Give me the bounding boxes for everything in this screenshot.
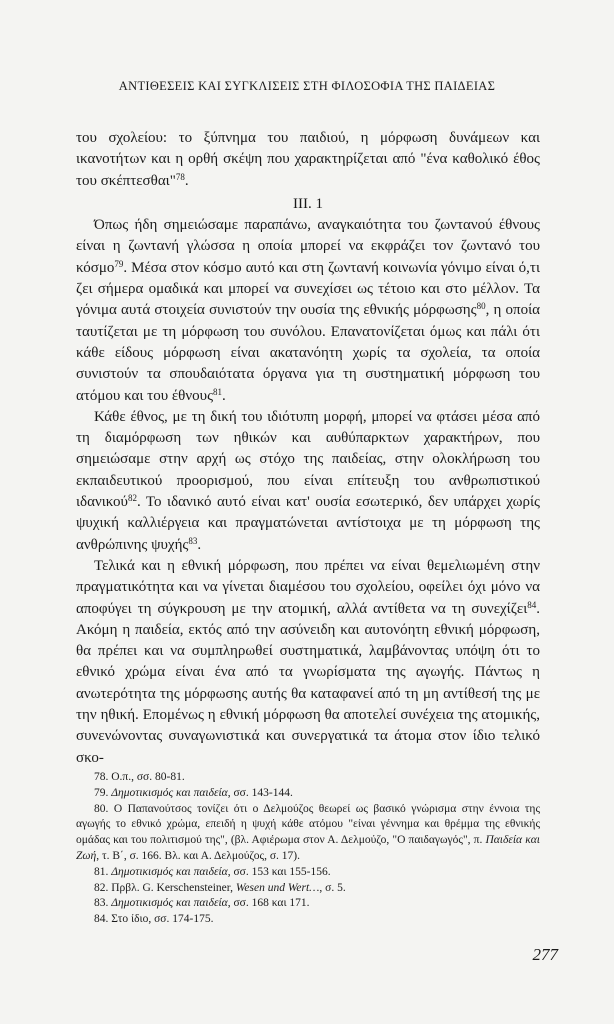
footnote-ref-78[interactable]: 78 — [175, 171, 185, 182]
footnote-79-rest: , σσ. 143-144. — [227, 786, 293, 799]
page-number: 277 — [532, 945, 558, 964]
paragraph-4-text-b: . Ακόμη η παιδεία, εκτός από την ασύνειδη και αυτονόητη εθνική μόρφωση, θα πρέπει και να συμπληρωθεί συστηματικά, λαμβάνοντας υπόψη ότι το εθνικό χρώμα είναι ένα από τα γνωρίσματα της αγωγής. Πάντως η ανωτερότητα της μόρφωσης αυτής θα καταφανεί από τη μη αντίθεσή της με την ηθική. Επομένως η εθνική μόρφωση θα αποτελεί συνέχεια της ατομικής, συνενώνοντας συναγωνιστικά και συνεργατικά τα άτομα στον ίδιο τελικό σκο- — [76, 600, 540, 766]
footnote-79-title: Δημοτικισμός και παιδεία — [111, 786, 228, 799]
running-head: ΑΝΤΙΘΕΣΕΙΣ ΚΑΙ ΣΥΓΚΛΙΣΕΙΣ ΣΤΗ ΦΙΛΟΣΟΦΙΑ ΤΗΣ ΠΑΙΔΕΙΑΣ — [118, 79, 496, 93]
footnote-ref-80[interactable]: 80 — [476, 301, 486, 312]
footnote-79 — [76, 786, 540, 802]
paragraph-1 — [76, 128, 540, 192]
footnote-83-number: 83. — [94, 897, 112, 910]
footnote-ref-81[interactable]: 81 — [213, 386, 223, 397]
section-heading: ΙΙΙ. 1 — [293, 195, 323, 212]
footnote-80-text-b: , τ. Β΄, σ. 166. Βλ. και Α. Δελμούζος, σ. 17). — [96, 849, 300, 862]
footnote-83-rest: , σσ. 168 και 171. — [227, 897, 310, 910]
footnote-82-text-b: , σ. 5. — [319, 881, 346, 894]
footnote-79-number: 79. — [94, 786, 112, 799]
footnote-82 — [76, 881, 540, 897]
body-text — [76, 128, 540, 769]
paragraph-3-text-c: . — [197, 536, 202, 553]
footnote-ref-82[interactable]: 82 — [127, 493, 137, 504]
paragraph-3-text-a: Κάθε έθνος, με τη δική του ιδιότυπη μορφή, μπορεί να φτάσει μέσα από τη διαμόρφωση των ηθικών και αυθύπαρκτων χαρακτήρων, που σημειώσαμε στην αρχή ως στόχο της παιδείας, στην ολοκλήρωση του εκπαιδευτικού προορισμού, που είναι επίτευξη του ανθρωπιστικού ιδανικού — [76, 408, 540, 511]
footnote-78: 78. Ο.π., σσ. 80-81. — [94, 771, 185, 783]
paragraph-1-end: . — [184, 172, 189, 189]
footnote-81-rest: , σσ. 153 και 155-156. — [227, 865, 331, 878]
paragraph-2-text-b: . Μέσα στον κόσμο αυτό και στη ζωντανή κοινωνία γόνιμο είναι ό,τι ζει σήμερα ομαδικά και μπορεί να συνεχίσει ως τέτοιο και στο μέλλον. Τα γόνιμα αυτά στοιχεία συνιστούν την ουσία της εθνικής μόρφωσης — [76, 259, 540, 319]
footnote-80-text-a: 80. Ο Παπανούτσος τονίζει ότι ο Δελμούζος θεωρεί ως βασικό γνώρισμα στην έννοια της αγωγής το εθνικό χρώμα, επειδή η ψυχή κάθε ατόμου "είναι γέννημα και θρέμμα της εθνικής ομάδας και του πολιτισμού της", (βλ. Αφιέρωμα στον Α. Δελμούζο, "Ο παιδαγωγός", π. — [76, 802, 540, 847]
footnote-82-text-a: 82. Πρβλ. G. Kerschensteiner, — [94, 881, 236, 894]
footnote-81-number: 81. — [94, 865, 112, 878]
footnote-83 — [76, 896, 540, 912]
footnote-83-title: Δημοτικισμός και παιδεία — [111, 897, 228, 910]
footnote-81-title: Δημοτικισμός και παιδεία — [111, 865, 228, 878]
paragraph-3 — [76, 407, 540, 556]
footnote-81 — [76, 865, 540, 881]
footnotes — [76, 770, 540, 928]
paragraph-2 — [76, 215, 540, 407]
paragraph-2-text-d: . — [222, 387, 226, 404]
footnote-ref-84[interactable]: 84 — [527, 599, 537, 610]
footnote-84: 84. Στο ίδιο, σσ. 174-175. — [94, 913, 214, 926]
paragraph-2-text-a: Όπως ήδη σημειώσαμε παραπάνω, αναγκαιότητα του ζωντανού έθνους είναι η ζωντανή γλώσσα η οποία μπορεί να εκφράζει τον ζωντανό του κόσμο — [76, 217, 540, 276]
footnote-82-title: Wesen und Wert… — [235, 881, 320, 894]
paragraph-4-text-a: Τελικά και η εθνική μόρφωση, που πρέπει να είναι θεμελιωμένη στην πραγματικότητα και να γίνεται διαμέσου του σχολείου, οφείλει όχι μόνο να αποφύγει τη σύγκρουση με την ατομική, αλλά αντίθετα να τη συνεχίζει — [76, 557, 540, 617]
paragraph-2-text-c: , η οποία ταυτίζεται με τη μόρφωση του συνόλου. Επανατονίζεται όμως και πάλι ότι κάθε είδους μόρφωση είναι ακατανόητη χωρίς τα σχολεία, τα οποία συνιστούν τα σπουδαιότατα όργανα για τη συστηματική μόρφωση του ατόμου και του έθνους — [76, 302, 541, 404]
footnote-80-title: Παιδεία και Ζωή — [76, 834, 540, 862]
footnote-ref-83[interactable]: 83 — [188, 535, 198, 546]
paragraph-1-text: του σχολείου: το ξύπνημα του παιδιού, η μόρφωση δυνάμεων και ικανοτήτων και η ορθή σκέψη που χαρακτηρίζεται από "ένα καθολικό έθος του σκέπτεσθαι" — [76, 130, 540, 189]
paragraph-3-text-b: . Το ιδανικό αυτό είναι κατ' ουσία εσωτερικό, δεν υπάρχει χωρίς ψυχική καλλιέργεια και πραγματώνεται αντίστοιχα με τη μόρφωση της ανθρώπινης ψυχής — [76, 494, 540, 553]
paragraph-4 — [76, 556, 540, 769]
footnote-80 — [76, 802, 540, 865]
footnote-ref-79[interactable]: 79 — [114, 258, 124, 269]
